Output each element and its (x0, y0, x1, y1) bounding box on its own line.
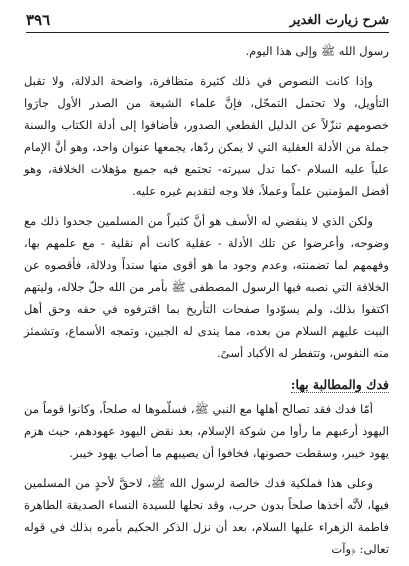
section-heading (24, 374, 389, 396)
paragraph: وإذا كانت النصوص في ذلك كثيرة متظافرة، واضحة الدلالة، ولا تقبل التأويل، ولا تحتمل التمحّل، فإنَّ علماء الشيعة من الصدر الأول جارَوا خصومهم تنزّلاً عن الدليل القطعي الصدور، فأضافوا إلى أدلة الكتاب والسنة جملة من الأدلة العقلية التي لا يمكن ردّها، يجمعها عنوان واحد، وهو أنَّ الإمام علياً عليه السلام -كما تدل سيرته- تجتمع فيه جميع مؤهلات الخلافة، وهو أفضل المؤمنين علماً وعملاً، فلا وجه لتقديم غيره عليه. (24, 74, 389, 198)
paragraph: رسول الله ﷺ وإلى هذا اليوم. (245, 44, 389, 58)
section-heading-text: فدك والمطالبة بها: (290, 377, 389, 392)
paragraph: وعلى هذا فملكية فدك خالصة لرسول الله ﷺ، لاحقَّ لأحدٍ من المسلمين فيها، لأنَّه أخذها صلحاً بدون حرب، وقد نحلها للسيدة النساء الصديقة الطاهرة فاطمة الزهراء عليها السلام، بعد أن نزل الذكر الحكيم بأمره بذلك في قوله تعالى: ﴿وآت (24, 476, 389, 556)
page-body (24, 40, 389, 560)
running-title: شرح زيارت الغدير (289, 12, 389, 28)
header-rule (26, 32, 389, 33)
page-number: ٣٩٦ (26, 11, 51, 29)
paragraph: أمّا فدك فقد تصالح أهلها مع النبي ﷺ، فسلّموها له صلحاً، وكانوا قوماً من اليهود أرعبهم ما رأوا من شوكة الإسلام، بعد نقض اليهود عهودهم، حيث هزم يهود خيبر، وسقطت حصونها، فخافوا أن يصيبهم ما أصاب يهود خيبر. (24, 402, 389, 460)
running-header (26, 10, 389, 30)
paragraph: ولكن الذي لا ينقضي له الأسف هو أنَّ كثيراً من المسلمين جحدوا ذلك مع وضوحه، وأعرضوا عن تلك الأدلة - عقلية كانت أم نقلية - مع علمهم بها، وفهمهم لما تضمنته، وعدم وجود ما هو أقوى منها سنداً ودلالة، فأقصوه عن الخلافة التي نصبه فيها الرسول المصطفى ﷺ بأمر من الله جلّ جلاله، وليتهم اكتفوا بذلك، ولم يسوّدوا صفحات التأريخ بما اقترفوه في حقه وحق أهل البيت عليهم السلام من بعده، مما يندى له الجبين، وتمجه الأسماع، وتشمئز منه النفوس، وتتفطر له الأكباد أسىً. (24, 214, 389, 360)
